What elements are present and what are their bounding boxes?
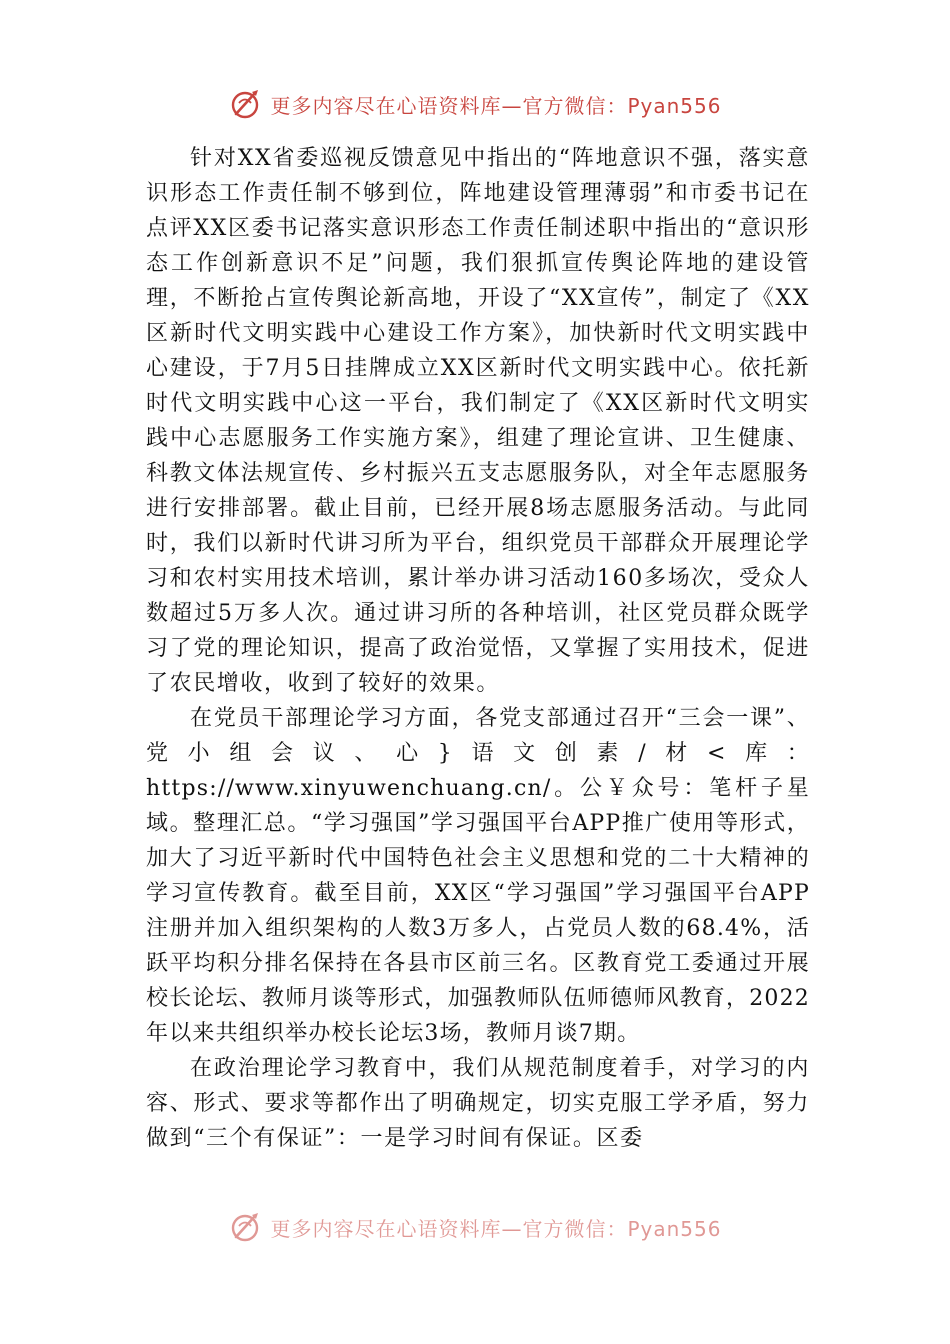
- paragraph: 在政治理论学习教育中，我们从规范制度着手，对学习的内容、形式、要求等都作出了明确规定，切实克服工学矛盾，努力做到“三个有保证”：一是学习时间有保证。区委: [146, 1056, 810, 1151]
- paragraph: 在党员干部理论学习方面，各党支部通过召开“三会一课”、党小组会议、心}语文创素/材<库：https://www.xinyuwenchuang.cn/。公￥众号：笔杆子星域。整理汇总。“学习强国”学习强国平台APP推广使用等形式，加大了习近平新时代中国特色社会主义思想和党的二十大精神的学习宣传教育。截至目前，XX区“学习强国”学习强国平台APP注册并加入组织架构的人数3万多人，占党员人数的68.4%，活跃平均积分排名保持在各县市区前三名。区教育党工委通过开展校长论坛、教师月谈等形式，加强教师队伍师德师风教育，2022年以来共组织举办校长论坛3场，教师月谈7期。: [146, 706, 810, 1046]
- header-banner-text: 更多内容尽在心语资料库—官方微信：Pyan556: [270, 93, 722, 118]
- pen-logo-icon: [228, 1209, 264, 1245]
- page-header: [0, 84, 950, 124]
- pen-logo-icon: [228, 86, 264, 122]
- page-footer: [0, 1207, 950, 1247]
- paragraph: 针对XX省委巡视反馈意见中指出的“阵地意识不强，落实意识形态工作责任制不够到位，阵地建设管理薄弱”和市委书记在点评XX区委书记落实意识形态工作责任制述职中指出的“意识形态工作创新意识不足”问题，我们狠抓宣传舆论阵地的建设管理，不断抢占宣传舆论新高地，开设了“XX宣传”，制定了《XX区新时代文明实践中心建设工作方案》，加快新时代文明实践中心建设，于7月5日挂牌成立XX区新时代文明实践中心。依托新时代文明实践中心这一平台，我们制定了《XX区新时代文明实践中心志愿服务工作实施方案》，组建了理论宣讲、卫生健康、科教文体法规宣传、乡村振兴五支志愿服务队，对全年志愿服务进行安排部署。截止目前，已经开展8场志愿服务活动。与此同时，我们以新时代讲习所为平台，组织党员干部群众开展理论学习和农村实用技术培训，累计举办讲习活动160多场次，受众人数超过5万多人次。通过讲习所的各种培训，社区党员群众既学习了党的理论知识，提高了政治觉悟，又掌握了实用技术，促进了农民增收，收到了较好的效果。: [146, 146, 810, 696]
- document-body: [146, 141, 810, 1156]
- footer-banner-text: 更多内容尽在心语资料库—官方微信：Pyan556: [270, 1216, 722, 1241]
